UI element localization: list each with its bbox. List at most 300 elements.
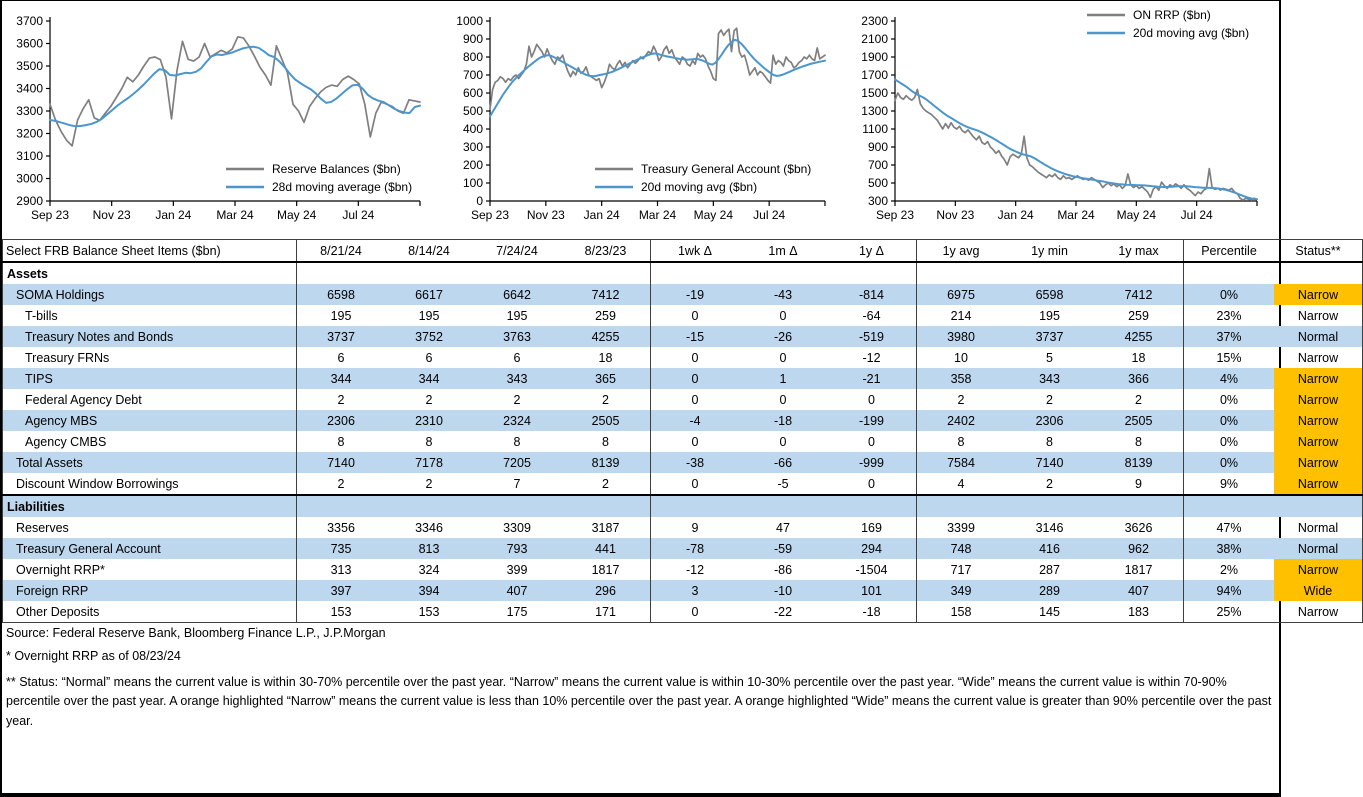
- y-tick-label: 3700: [16, 14, 43, 28]
- value-cell: 0: [779, 350, 787, 365]
- value-cell: 171: [561, 601, 651, 623]
- balance-sheet-table-header: [3, 240, 1363, 263]
- y-tick-label: 3100: [16, 149, 43, 163]
- value-cell: -21: [827, 368, 917, 389]
- value-cell: 37%: [1184, 326, 1275, 347]
- value-cell: 9%: [1219, 476, 1239, 491]
- value-cell: 3: [651, 580, 740, 601]
- value-cell: 344: [297, 368, 386, 389]
- y-tick-label: 1000: [456, 14, 483, 28]
- y-tick-label: 1100: [862, 122, 888, 136]
- value-cell: 8: [1046, 434, 1053, 449]
- value-cell: [917, 262, 1006, 284]
- value-cell: 2: [561, 473, 651, 495]
- value-cell: 6: [425, 350, 433, 365]
- value-cell: [1184, 495, 1275, 517]
- value-cell: -999: [827, 452, 917, 473]
- table-row: [3, 538, 1363, 559]
- value-cell: 2: [425, 476, 433, 491]
- value-cell: 6975: [917, 284, 1006, 305]
- value-cell: 101: [827, 580, 917, 601]
- value-cell: 343: [473, 368, 561, 389]
- value-cell: 6: [337, 350, 345, 365]
- value-cell: 287: [1039, 562, 1060, 577]
- value-cell: -59: [739, 538, 827, 559]
- row-label: T-bills: [3, 305, 297, 326]
- value-cell: 4255: [561, 326, 651, 347]
- value-cell: 7205: [473, 452, 561, 473]
- value-cell: [917, 495, 1006, 517]
- legend-label: ON RRP ($bn): [1133, 8, 1211, 22]
- table-header-cell: 1y min: [1005, 240, 1094, 263]
- value-cell: -199: [827, 410, 917, 431]
- value-cell: 3737: [1005, 326, 1094, 347]
- status-cell: Narrow: [1274, 452, 1363, 473]
- value-cell: [1094, 495, 1184, 517]
- value-cell: -18: [827, 601, 917, 623]
- table-row: [3, 473, 1363, 495]
- table-row: [3, 326, 1363, 347]
- value-cell: 3626: [1094, 517, 1184, 538]
- value-cell: 0: [779, 434, 787, 449]
- value-cell: [1094, 262, 1184, 284]
- value-cell: 289: [1005, 580, 1094, 601]
- y-tick-label: 200: [462, 158, 483, 172]
- series-line: [490, 28, 825, 109]
- row-label: Treasury FRNs: [3, 347, 297, 368]
- x-tick-label: Nov 23: [92, 208, 131, 222]
- value-cell: 2: [1046, 476, 1053, 491]
- value-cell: 3737: [297, 326, 386, 347]
- value-cell: 3356: [327, 520, 355, 535]
- value-cell: 0: [827, 389, 917, 410]
- value-cell: 158: [950, 604, 972, 619]
- value-cell: 195: [506, 308, 528, 323]
- overnight-rrp-note: * Overnight RRP as of 08/23/24: [6, 649, 181, 664]
- series-line: [895, 89, 1257, 200]
- value-cell: 175: [506, 604, 528, 619]
- value-cell: -814: [827, 284, 917, 305]
- value-cell: 748: [917, 538, 1006, 559]
- row-label: Agency CMBS: [3, 431, 297, 452]
- table-header-row: [3, 240, 1363, 263]
- value-cell: 2505: [1094, 410, 1184, 431]
- value-cell: 6: [513, 350, 521, 365]
- status-cell: Narrow: [1297, 604, 1339, 619]
- value-cell: 259: [1094, 305, 1184, 326]
- legend-label: 20d moving avg ($bn): [1133, 26, 1250, 40]
- value-cell: 366: [1094, 368, 1184, 389]
- value-cell: 0: [827, 473, 917, 495]
- status-cell: [1274, 495, 1363, 517]
- x-tick-label: May 24: [276, 208, 317, 222]
- value-cell: -43: [739, 284, 827, 305]
- value-cell: 813: [385, 538, 473, 559]
- table-row: [3, 559, 1363, 580]
- x-tick-label: May 24: [693, 208, 734, 222]
- value-cell: 324: [418, 562, 440, 577]
- value-cell: 7178: [385, 452, 473, 473]
- table-row: [3, 305, 1363, 326]
- value-cell: 0: [691, 434, 699, 449]
- value-cell: 2: [1094, 389, 1184, 410]
- table-header-cell: 7/24/24: [473, 240, 561, 263]
- y-tick-label: 1300: [861, 104, 888, 118]
- value-cell: 2306: [297, 410, 386, 431]
- value-cell: 3187: [561, 517, 651, 538]
- status-cell: Narrow: [1274, 389, 1363, 410]
- value-cell: 358: [917, 368, 1006, 389]
- y-tick-label: 500: [867, 176, 888, 190]
- y-tick-label: 1500: [861, 86, 888, 100]
- value-cell: [1184, 262, 1275, 284]
- row-label: Other Deposits: [3, 601, 297, 623]
- value-cell: 344: [385, 368, 473, 389]
- value-cell: -4: [651, 410, 740, 431]
- value-cell: 153: [418, 604, 440, 619]
- value-cell: 397: [297, 580, 386, 601]
- row-label: Reserves: [3, 517, 297, 538]
- value-cell: 2: [513, 392, 521, 407]
- value-cell: [1005, 262, 1094, 284]
- y-tick-label: 3300: [16, 104, 43, 118]
- value-cell: 3763: [473, 326, 561, 347]
- row-label: Agency MBS: [3, 410, 297, 431]
- value-cell: [473, 262, 561, 284]
- row-label: Overnight RRP*: [3, 559, 297, 580]
- value-cell: -19: [651, 284, 740, 305]
- value-cell: -64: [827, 305, 917, 326]
- table-header-cell: 1y max: [1094, 240, 1184, 263]
- table-row: [3, 452, 1363, 473]
- row-label: Total Assets: [3, 452, 297, 473]
- x-tick-label: Sep 23: [470, 208, 510, 222]
- series-line: [895, 80, 1257, 200]
- value-cell: 793: [473, 538, 561, 559]
- value-cell: 47: [776, 520, 790, 535]
- balance-sheet-table-body: [3, 262, 1363, 623]
- value-cell: -86: [773, 562, 793, 577]
- value-cell: 6617: [385, 284, 473, 305]
- value-cell: 25%: [1216, 604, 1242, 619]
- value-cell: 3346: [415, 520, 443, 535]
- x-tick-label: Nov 23: [526, 208, 565, 222]
- value-cell: 2: [337, 476, 345, 491]
- value-cell: 7584: [917, 452, 1006, 473]
- reserve-balances-chart-svg: [2, 1, 442, 237]
- value-cell: 2: [425, 392, 433, 407]
- y-tick-label: 3600: [16, 36, 43, 51]
- value-cell: [561, 262, 651, 284]
- value-cell: [1005, 495, 1094, 517]
- value-cell: 0: [779, 308, 787, 323]
- table-header-items: Select FRB Balance Sheet Items ($bn): [3, 240, 297, 263]
- x-tick-label: Jan 24: [583, 208, 620, 222]
- value-cell: 6598: [297, 284, 386, 305]
- row-label: Foreign RRP: [3, 580, 297, 601]
- row-label: Assets: [3, 262, 297, 284]
- value-cell: 169: [827, 517, 917, 538]
- y-tick-label: 800: [462, 50, 483, 64]
- treasury-general-account-chart: [442, 1, 847, 237]
- value-cell: 5: [1046, 350, 1053, 365]
- value-cell: 2: [561, 389, 651, 410]
- value-cell: 2505: [561, 410, 651, 431]
- status-cell: Narrow: [1274, 284, 1363, 305]
- value-cell: 0: [691, 604, 699, 619]
- reserve-balances-chart: [2, 1, 442, 237]
- value-cell: 23%: [1216, 308, 1242, 323]
- value-cell: -12: [685, 562, 705, 577]
- status-cell: Normal: [1297, 520, 1339, 535]
- row-label: Liabilities: [3, 495, 297, 517]
- value-cell: 6642: [473, 284, 561, 305]
- value-cell: 4255: [1094, 326, 1184, 347]
- y-tick-label: 900: [867, 140, 888, 154]
- value-cell: 407: [1094, 580, 1184, 601]
- value-cell: 3309: [503, 520, 531, 535]
- value-cell: 8: [513, 434, 521, 449]
- table-row: [3, 580, 1363, 601]
- value-cell: [385, 495, 473, 517]
- status-cell: Normal: [1274, 538, 1363, 559]
- value-cell: 195: [418, 308, 440, 323]
- value-cell: 94%: [1184, 580, 1275, 601]
- row-label: TIPS: [3, 368, 297, 389]
- value-cell: [297, 262, 386, 284]
- value-cell: -26: [739, 326, 827, 347]
- series-line: [490, 40, 825, 117]
- y-tick-label: 100: [462, 176, 483, 190]
- value-cell: 10: [954, 350, 968, 365]
- table-header-cell: 8/23/23: [561, 240, 651, 263]
- y-tick-label: 900: [462, 32, 483, 46]
- row-label: Discount Window Borrowings: [3, 473, 297, 495]
- x-tick-label: Jul 24: [342, 208, 375, 222]
- table-row: [3, 517, 1363, 538]
- y-tick-label: 3400: [16, 81, 43, 96]
- x-tick-label: Sep 23: [30, 208, 70, 222]
- value-cell: 735: [297, 538, 386, 559]
- y-tick-label: 2900: [16, 194, 43, 208]
- value-cell: 2306: [1005, 410, 1094, 431]
- value-cell: 7412: [1094, 284, 1184, 305]
- value-cell: 18: [1094, 347, 1184, 368]
- value-cell: 8139: [561, 452, 651, 473]
- legend-label: Reserve Balances ($bn): [272, 162, 401, 176]
- table-row: [3, 601, 1363, 623]
- value-cell: 441: [561, 538, 651, 559]
- x-tick-label: Mar 24: [638, 208, 677, 222]
- status-cell: [1274, 262, 1363, 284]
- value-cell: 3399: [947, 520, 975, 535]
- treasury-general-account-chart-svg: [442, 1, 847, 237]
- value-cell: 365: [561, 368, 651, 389]
- legend-label: 28d moving average ($bn): [272, 180, 413, 194]
- row-label: Federal Agency Debt: [3, 389, 297, 410]
- on-rrp-chart-svg: [847, 1, 1279, 237]
- y-tick-label: 700: [867, 158, 888, 172]
- value-cell: 0: [779, 392, 787, 407]
- value-cell: [739, 495, 827, 517]
- table-row: [3, 284, 1363, 305]
- value-cell: [297, 495, 386, 517]
- value-cell: [473, 495, 561, 517]
- y-tick-label: 300: [867, 194, 888, 208]
- x-tick-label: Jan 24: [997, 208, 1034, 222]
- value-cell: -78: [651, 538, 740, 559]
- table-row: [3, 389, 1363, 410]
- x-tick-label: Mar 24: [216, 208, 254, 222]
- value-cell: [651, 262, 740, 284]
- value-cell: 0%: [1184, 452, 1275, 473]
- value-cell: -5: [777, 476, 789, 491]
- value-cell: 2: [337, 392, 345, 407]
- value-cell: -15: [651, 326, 740, 347]
- value-cell: 3752: [385, 326, 473, 347]
- y-tick-label: 1900: [861, 50, 888, 64]
- value-cell: 296: [561, 580, 651, 601]
- value-cell: 195: [330, 308, 352, 323]
- y-tick-label: 300: [462, 140, 483, 154]
- value-cell: 8139: [1094, 452, 1184, 473]
- x-tick-label: Jul 24: [1180, 208, 1213, 222]
- y-tick-label: 1700: [861, 68, 888, 82]
- footnotes: [2, 623, 1279, 731]
- value-cell: 2402: [917, 410, 1006, 431]
- value-cell: 214: [950, 308, 972, 323]
- y-tick-label: 3000: [16, 171, 43, 186]
- status-cell: Narrow: [1274, 473, 1363, 495]
- value-cell: 394: [385, 580, 473, 601]
- value-cell: 8: [337, 434, 345, 449]
- table-row: [3, 347, 1363, 368]
- value-cell: 0: [827, 431, 917, 452]
- table-row: [3, 262, 1363, 284]
- value-cell: 962: [1094, 538, 1184, 559]
- value-cell: 7412: [561, 284, 651, 305]
- value-cell: 145: [1039, 604, 1060, 619]
- status-cell: Narrow: [1274, 410, 1363, 431]
- value-cell: 3980: [917, 326, 1006, 347]
- y-tick-label: 3200: [16, 126, 43, 141]
- value-cell: 8: [425, 434, 433, 449]
- value-cell: 0%: [1184, 284, 1275, 305]
- value-cell: 9: [1094, 473, 1184, 495]
- value-cell: 7140: [1005, 452, 1094, 473]
- value-cell: 15%: [1216, 350, 1242, 365]
- value-cell: 9: [691, 520, 699, 535]
- status-cell: Narrow: [1274, 431, 1363, 452]
- on-rrp-chart: [847, 1, 1279, 237]
- value-cell: 7140: [297, 452, 386, 473]
- value-cell: 153: [330, 604, 352, 619]
- legend-label: 20d moving avg ($bn): [641, 180, 758, 194]
- x-tick-label: Jul 24: [753, 208, 786, 222]
- row-label: Treasury General Account: [3, 538, 297, 559]
- value-cell: [739, 262, 827, 284]
- value-cell: [651, 495, 740, 517]
- value-cell: 0: [691, 350, 699, 365]
- value-cell: 7: [513, 476, 521, 491]
- value-cell: 4: [957, 476, 965, 491]
- x-tick-label: Jan 24: [155, 208, 192, 222]
- series-line: [50, 47, 420, 127]
- value-cell: 0: [651, 368, 740, 389]
- y-tick-label: 400: [462, 122, 483, 136]
- value-cell: 399: [506, 562, 528, 577]
- value-cell: 8: [561, 431, 651, 452]
- value-cell: 0: [691, 392, 699, 407]
- x-tick-label: May 24: [1116, 208, 1157, 222]
- y-tick-label: 3500: [16, 59, 43, 73]
- value-cell: -519: [827, 326, 917, 347]
- value-cell: 2324: [473, 410, 561, 431]
- table-header-cell: 8/21/24: [297, 240, 386, 263]
- value-cell: 0%: [1219, 434, 1239, 449]
- y-tick-label: 2100: [861, 32, 888, 46]
- status-cell: Narrow: [1297, 308, 1339, 323]
- value-cell: 6598: [1005, 284, 1094, 305]
- status-cell: Wide: [1274, 580, 1363, 601]
- value-cell: 3146: [1035, 520, 1064, 535]
- value-cell: 0%: [1219, 392, 1239, 407]
- value-cell: 8: [1094, 431, 1184, 452]
- charts-row: [2, 1, 1279, 237]
- value-cell: 4%: [1184, 368, 1275, 389]
- value-cell: 294: [827, 538, 917, 559]
- value-cell: 1: [739, 368, 827, 389]
- table-header-cell: Status**: [1274, 240, 1363, 263]
- y-tick-label: 2300: [861, 14, 888, 28]
- value-cell: -10: [739, 580, 827, 601]
- y-tick-label: 600: [462, 86, 483, 100]
- status-definition-note: ** Status: “Normal” means the current value is within 30-70% percentile over the past year. “Narrow” means the current value is within 10-30% percentile over the past year. “Wide” means the current value is within 70-90% percentile over the past year. A orange highlighted “Narrow” means the current value is less than 10% percentile over the past year. A orange highlighted “Wide” means the current value is greater than 90% percentile over the past year.: [6, 674, 1272, 728]
- status-cell: Narrow: [1297, 350, 1339, 365]
- table-header-cell: 1y avg: [917, 240, 1006, 263]
- y-tick-label: 500: [462, 104, 483, 118]
- value-cell: -22: [773, 604, 793, 619]
- value-cell: 1817: [1094, 559, 1184, 580]
- value-cell: -38: [651, 452, 740, 473]
- y-tick-label: 700: [462, 68, 483, 82]
- value-cell: 416: [1005, 538, 1094, 559]
- value-cell: 195: [1039, 308, 1060, 323]
- value-cell: [561, 495, 651, 517]
- value-cell: 0: [691, 308, 699, 323]
- value-cell: 183: [1094, 601, 1184, 623]
- x-tick-label: Mar 24: [1057, 208, 1095, 222]
- value-cell: 47%: [1216, 520, 1242, 535]
- table-row: [3, 368, 1363, 389]
- value-cell: [827, 495, 917, 517]
- value-cell: 349: [917, 580, 1006, 601]
- table-header-cell: 8/14/24: [385, 240, 473, 263]
- value-cell: 2%: [1219, 562, 1239, 577]
- x-tick-label: Nov 23: [936, 208, 975, 222]
- value-cell: 343: [1005, 368, 1094, 389]
- y-tick-label: 0: [476, 194, 483, 208]
- value-cell: 2: [957, 392, 965, 407]
- table-row: [3, 495, 1363, 517]
- legend-label: Treasury General Account ($bn): [641, 162, 812, 176]
- value-cell: 0: [691, 476, 699, 491]
- value-cell: [827, 262, 917, 284]
- value-cell: 2: [1046, 392, 1053, 407]
- value-cell: 313: [330, 562, 352, 577]
- table-row: [3, 431, 1363, 452]
- table-header-cell: 1m Δ: [739, 240, 827, 263]
